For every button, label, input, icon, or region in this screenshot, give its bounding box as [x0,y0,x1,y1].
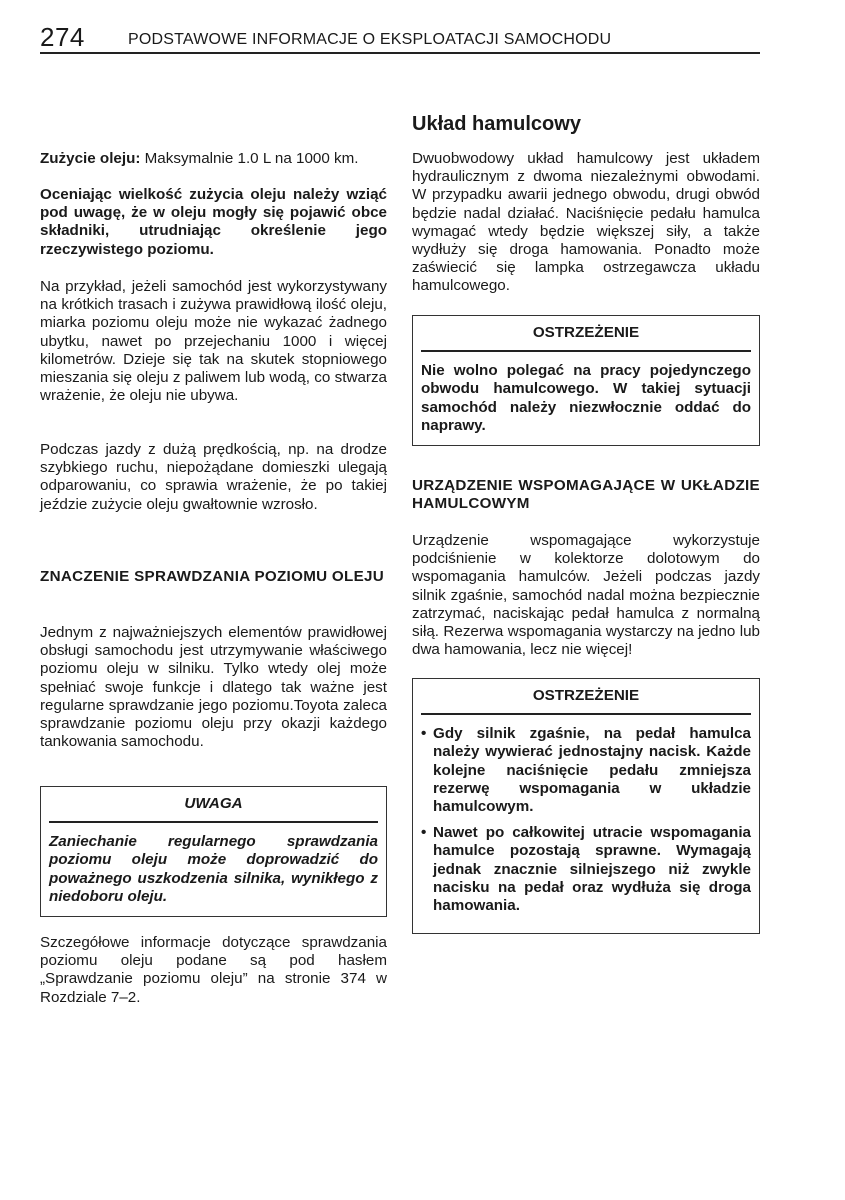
oil-paragraph-1: Na przykład, jeżeli samochód jest wykorzystywany na krótkich trasach i zużywa prawidłową ilość oleju, miarka poziomu oleju może nie wykazać żadnego ubytku, nawet po przejechaniu 1000 i więcej kilometrów. Dzieje się tak na skutek stopniowego mieszania się oleju z paliwem lub wodą, co stwarza wrażenie, że oleju nie ubywa. [40,278,387,405]
caution-title: UWAGA [49,795,378,823]
warning-2-item: • Nawet po całkowitej utracie wspomagania hamulce pozostają sprawne. Wymagają jednak znacznie silniejszego niż zwykle nacisku na pedał oraz wydłuża się droga hamowania. [421,824,751,915]
caution-text: Zaniechanie regularnego sprawdzania poziomu oleju może doprowadzić do poważnego uszkodzenia silnika, wynikłego z niedoboru oleju. [49,833,378,905]
brake-paragraph-2: Urządzenie wspomagające wykorzystuje podciśnienie w kolektorze dolotowym do wspomagania hamulców. Jeżeli podczas jazdy silnik zgaśnie, samochód nadal można bezpiecznie zatrzymać, naciskając pedał hamulca z normalną siłą. Rezerwa wspomagania wystarczy na jedno lub dwa hamowania, lecz nie więcej! [412,532,760,659]
warning-1-title: OSTRZEŻENIE [421,324,751,352]
warning-2-title: OSTRZEŻENIE [421,687,751,715]
oil-consumption-label: Zużycie oleju: [40,150,141,167]
warning-box-1 [412,315,760,446]
oil-level-heading: ZNACZENIE SPRAWDZANIA POZIOMU OLEJU [40,568,385,585]
page-number: 274 [40,22,85,52]
brake-section-title: Układ hamulcowy [412,113,581,135]
oil-paragraph-3: Jednym z najważniejszych elementów prawidłowej obsługi samochodu jest utrzymywanie właściwego poziomu oleju w silniku. Tylko wtedy olej może spełniać swoje funkcje i dlatego tak ważne jest regularne sprawdzanie jego poziomu.Toyota zaleca sprawdzanie poziomu oleju przy okazji każdego tankowania samochodu. [40,624,387,751]
warning-1-text: Nie wolno polegać na pracy pojedynczego obwodu hamulcowego. W takiej sytuacji samochód należy niezwłocznie oddać do naprawy. [421,362,751,434]
oil-paragraph-2: Podczas jazdy z dużą prędkością, np. na drodze szybkiego ruchu, niepożądane domieszki ulegają odparowaniu, co sprawia wrażenie, że po takiej jeździe zużycie oleju gwałtownie wzrosło. [40,441,387,513]
brake-paragraph-1: Dwuobwodowy układ hamulcowy jest układem hydraulicznym z dwoma niezależnymi obwodami. W przypadku awarii jednego obwodu, drugi obwód będzie nadal działać. Naciśnięcie pedału hamulca wymagać wtedy będzie większej siły, a także wydłuży się droga hamowania. Ponadto może zaświecić się lampka ostrzegawcza układu hamulcowego. [412,150,760,295]
warning-box-2 [412,678,760,934]
warning-2-item: • Gdy silnik zgaśnie, na pedał hamulca należy wywierać jednostajny nacisk. Każde kolejne naciśnięcie pedału zmniejsza rezerwę wspomagania w układzie hamulcowym. [421,725,751,816]
oil-note-bold: Oceniając wielkość zużycia oleju należy wziąć pod uwagę, że w oleju mogły się pojawić obce składniki, utrudniając określenie jego rzeczywistego poziomu. [40,186,387,258]
oil-consumption-value: Maksymalnie 1.0 L na 1000 km. [140,150,359,167]
warning-2-list [421,725,751,915]
caution-box [40,786,387,917]
booster-heading: URZĄDZENIE WSPOMAGAJĄCE W UKŁADZIE HAMULCOWYM [412,477,760,513]
oil-paragraph-4: Szczegółowe informacje dotyczące sprawdzania poziomu oleju podane są pod hasłem „Sprawdzanie poziomu oleju” na stronie 374 w Rozdziale 7–2. [40,934,387,1006]
page-header [40,24,760,54]
chapter-title: PODSTAWOWE INFORMACJE O EKSPLOATACJI SAMOCHODU [128,31,612,48]
oil-consumption-line [40,150,387,168]
